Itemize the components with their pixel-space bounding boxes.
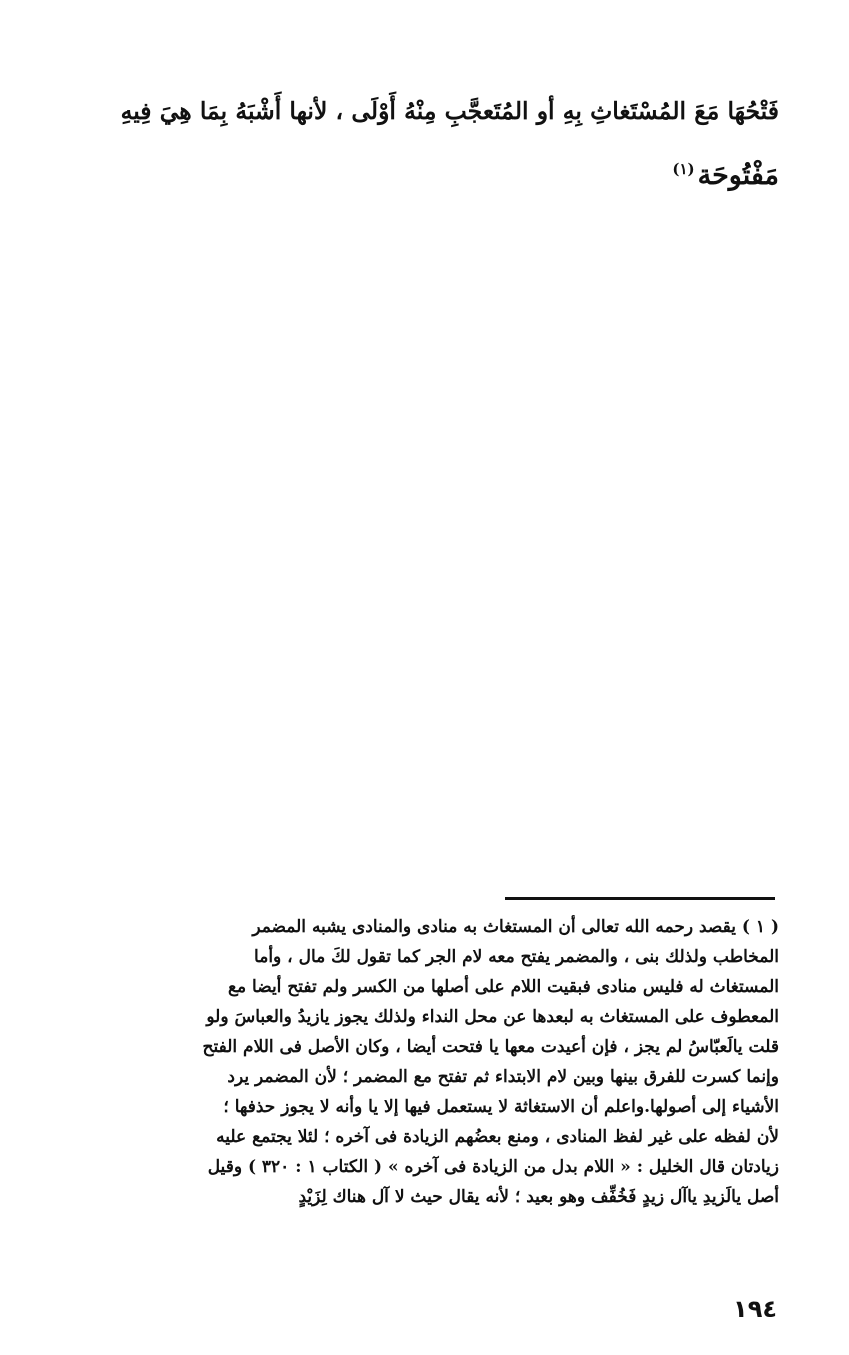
footnote-line: قلت يالَعبّاسُ لم يجز ، فإن أعيدت معها يا فتحت أيضا ، وكان الأصل فى اللام الفتح bbox=[202, 1037, 779, 1057]
footnote-line: لأن لفظه على غير لفظ المنادى ، ومنع بعضُهم الزيادة فى آخره ؛ لئلا يجتمع عليه bbox=[216, 1127, 779, 1147]
footnote-line: زيادتان قال الخليل : « اللام بدل من الزيادة فى آخره » ( الكتاب ١ : ٣٢٠ ) وقيل bbox=[207, 1157, 779, 1177]
footnote-reference-mark: (١) bbox=[672, 160, 695, 178]
page-number: ١٩٤ bbox=[733, 1295, 777, 1323]
footnote-line: المخاطب ولذلك بنى ، والمضمر يفتح معه لام الجر كما تقول لكَ مال ، وأما bbox=[254, 947, 779, 967]
footnote-line: وإنما كسرت للفرق بينها وبين لام الابتداء ثم تفتح مع المضمر ؛ لأن المضمر يرد bbox=[227, 1067, 779, 1087]
main-text-block bbox=[109, 82, 779, 205]
main-text-line-1: فَتْحُهَا مَعَ المُسْتَغاثِ بِهِ أو المُتَعجَّبِ مِنْهُ أَوْلَى ، لأنها أَشْبَهُ بِمَا هِيَ فِيهِ bbox=[120, 97, 779, 125]
footnote-line: ( ١ ) يقصد رحمه الله تعالى أن المستغاث به منادى والمنادى يشبه المضمر bbox=[252, 917, 779, 937]
footnote-line: المعطوف على المستغاث به لبعدها عن محل النداء ولذلك يجوز يازيدُ والعباسَ ولو bbox=[206, 1007, 779, 1027]
main-text-line-2-text: مَفْتُوحَة bbox=[697, 160, 779, 191]
footnote-separator-rule bbox=[505, 897, 775, 900]
footnote-line: المستغاث له فليس منادى فبقيت اللام على أصلها من الكسر ولم تفتح أيضا مع bbox=[227, 977, 779, 997]
footnote-block bbox=[71, 912, 779, 1212]
main-text-line-2 bbox=[109, 140, 779, 205]
footnote-line: أصل يالَزيدِ ياآل زيدٍ فَخُفِّف وهو بعيد ؛ لأنه يقال حيث لا آل هناك لِزَيْدٍ bbox=[298, 1187, 779, 1207]
footnote-line: الأشياء إلى أصولها.واعلم أن الاستغاثة لا يستعمل فيها إلا يا وأنه لا يجوز حذفها ؛ bbox=[223, 1097, 779, 1117]
